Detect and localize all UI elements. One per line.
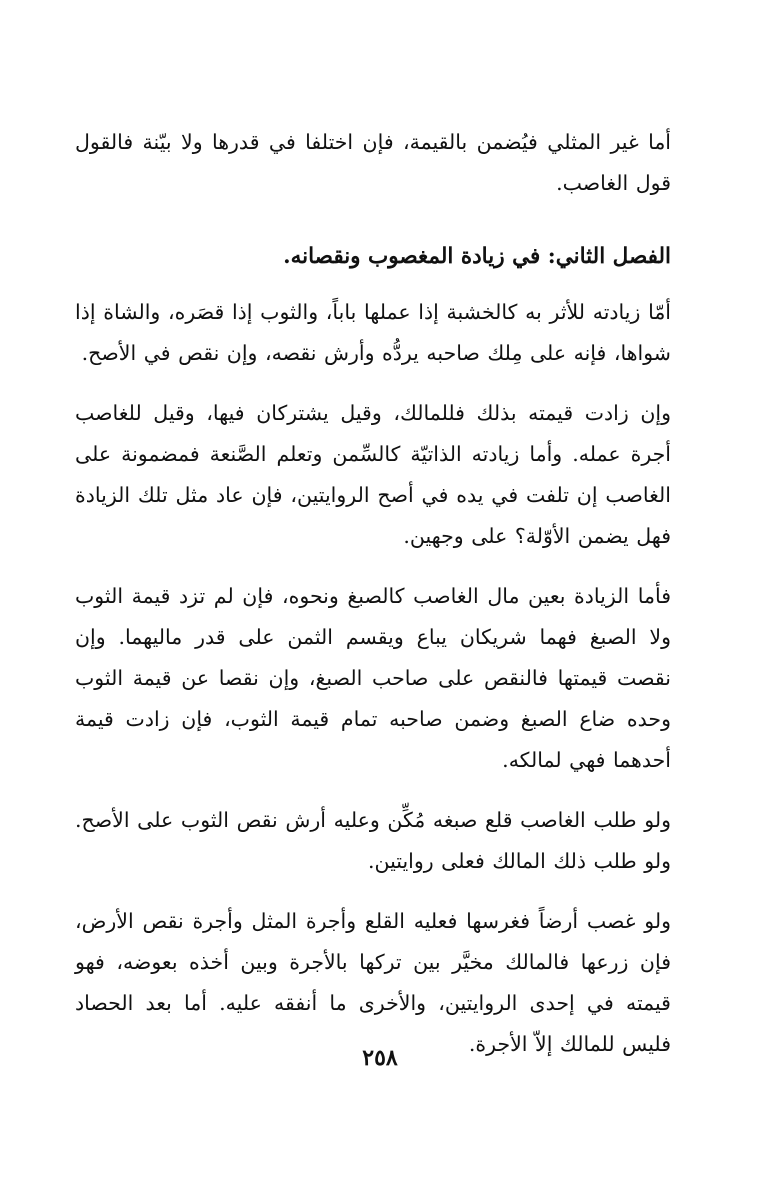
paragraph-dye-addition: فأما الزيادة بعين مال الغاصب كالصبغ ونحوه، فإن لم تزد قيمة الثوب ولا الصبغ فهما شريكان يباع ويقسم الثمن على قدر ماليهما. وإن نقصت قيمتها فالنقص على صاحب الصبغ، وإن نقصا عن قيمة الثوب وحده ضاع الصبغ وضمن صاحبه تمام قيمة الثوب، فإن زادت قيمة أحدهما فهي لمالكه. [75, 584, 671, 772]
paragraph-value-increase: وإن زادت قيمته بذلك فللمالك، وقيل يشتركان فيها، وقيل للغاصب أجرة عمله. وأما زيادته الذاتيّة كالسِّمن وتعلم الصَّنعة فمضمونة على الغاصب إن تلفت في يده في أصح الروايتين، فإن عاد مثل تلك الزيادة فهل يضمن الأوّلة؟ على وجهين. [75, 401, 671, 548]
section-heading: الفصل الثاني: في زيادة المغصوب ونقصانه. [283, 244, 671, 269]
paragraph-increase-by-work: أمّا زيادته للأثر به كالخشبة إذا عملها باباً، والثوب إذا قصَره، والشاة إذا شواها، فإنه على مِلك صاحبه يردُّه وأرش نقصه، وإن نقص في الأصح. [75, 300, 671, 365]
page-number: ٢٥٨ [362, 1045, 398, 1071]
paragraph-valuation: أما غير المثلي فيُضمن بالقيمة، فإن اختلفا في قدرها ولا بيّنة فالقول قول الغاصب. [75, 130, 671, 195]
paragraph-dye-removal: ولو طلب الغاصب قلع صبغه مُكِّن وعليه أرش نقص الثوب على الأصح. ولو طلب ذلك المالك فعلى روايتين. [75, 808, 671, 873]
paragraph-land-planting: ولو غصب أرضاً فغرسها فعليه القلع وأجرة المثل وأجرة نقص الأرض، فإن زرعها فالمالك مخيَّر بين تركها بالأجرة وبين أخذه بعوضه، فهو قيمته في إحدى الروايتين، والأخرى ما أنفقه عليه. أما بعد الحصاد فليس للمالك إلاّ الأجرة. [75, 909, 671, 1056]
page-body [75, 122, 671, 1065]
